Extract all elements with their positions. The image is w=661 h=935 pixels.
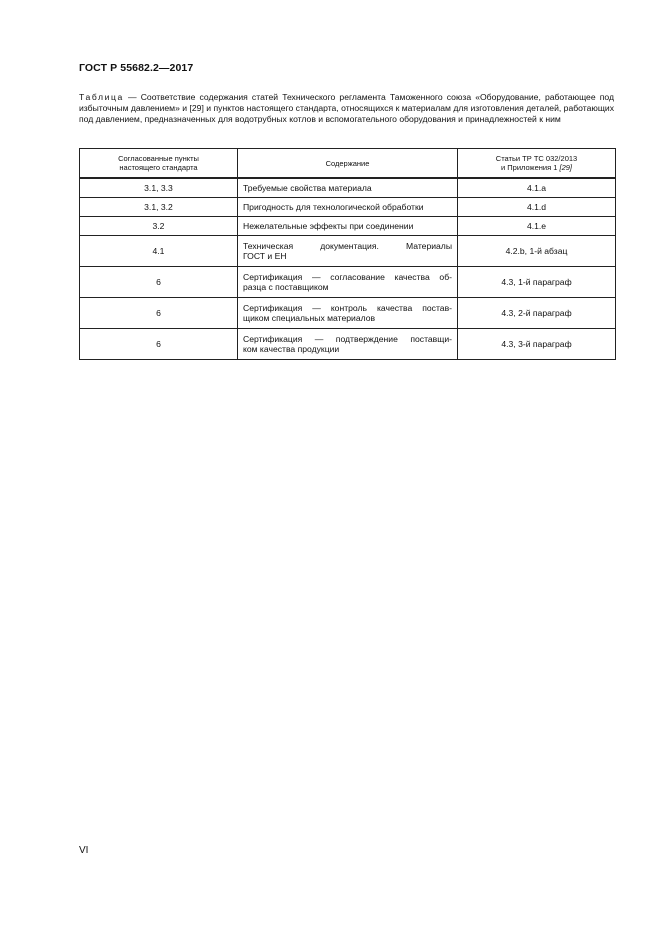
document-standard-id: ГОСТ Р 55682.2—2017 (79, 62, 194, 74)
cell-articles: 4.3, 1-й параграф (458, 266, 616, 297)
cell-content: Сертификация — согласование качества об- разца с поставщиком (238, 266, 458, 297)
cell-clauses: 3.1, 3.2 (80, 197, 238, 216)
correspondence-table (79, 148, 616, 360)
table-row (80, 297, 616, 328)
cell-content: Техническая документация. Материалы ГОСТ и ЕН (238, 235, 458, 266)
cell-articles: 4.1.e (458, 216, 616, 235)
table-header-row (80, 149, 616, 179)
cell-clauses: 3.1, 3.3 (80, 178, 238, 197)
column-header-content: Содержание (238, 149, 458, 179)
cell-content: Нежелательные эффекты при соединении (238, 216, 458, 235)
cell-clauses: 3.2 (80, 216, 238, 235)
cell-content: Сертификация — контроль качества постав- щиком специальных материалов (238, 297, 458, 328)
table-row (80, 328, 616, 359)
cell-clauses: 6 (80, 328, 238, 359)
table-caption-text: — Соответствие содержания статей Технического регламента Таможенного союза «Оборудование, работающее под избыточным давлением» и [29] и пунктов настоящего стандарта, относящихся к материалам для изготовления деталей, работающих под давлением, предназначенных для водотрубных котлов и вспомогательного оборудования и принадлежностей к ним (79, 92, 614, 124)
cell-clauses: 4.1 (80, 235, 238, 266)
table-row (80, 216, 616, 235)
table-row (80, 266, 616, 297)
cell-articles: 4.3, 2-й параграф (458, 297, 616, 328)
table-row (80, 178, 616, 197)
cell-articles: 4.2.b, 1-й абзац (458, 235, 616, 266)
table-caption (79, 92, 614, 125)
table-caption-label: Таблица (79, 92, 124, 102)
table-row (80, 235, 616, 266)
cell-clauses: 6 (80, 266, 238, 297)
cell-content: Пригодность для технологической обработки (238, 197, 458, 216)
column-header-articles: Статьи ТР ТС 032/2013 и Приложения 1 [29] (458, 149, 616, 179)
cell-articles: 4.3, 3-й параграф (458, 328, 616, 359)
cell-articles: 4.1.d (458, 197, 616, 216)
page-number: VI (79, 845, 89, 856)
cell-content: Требуемые свойства материала (238, 178, 458, 197)
cell-articles: 4.1.a (458, 178, 616, 197)
cell-content: Сертификация — подтверждение поставщи- ком качества продукции (238, 328, 458, 359)
cell-clauses: 6 (80, 297, 238, 328)
column-header-clauses: Согласованные пункты настоящего стандарта (80, 149, 238, 179)
table-row (80, 197, 616, 216)
